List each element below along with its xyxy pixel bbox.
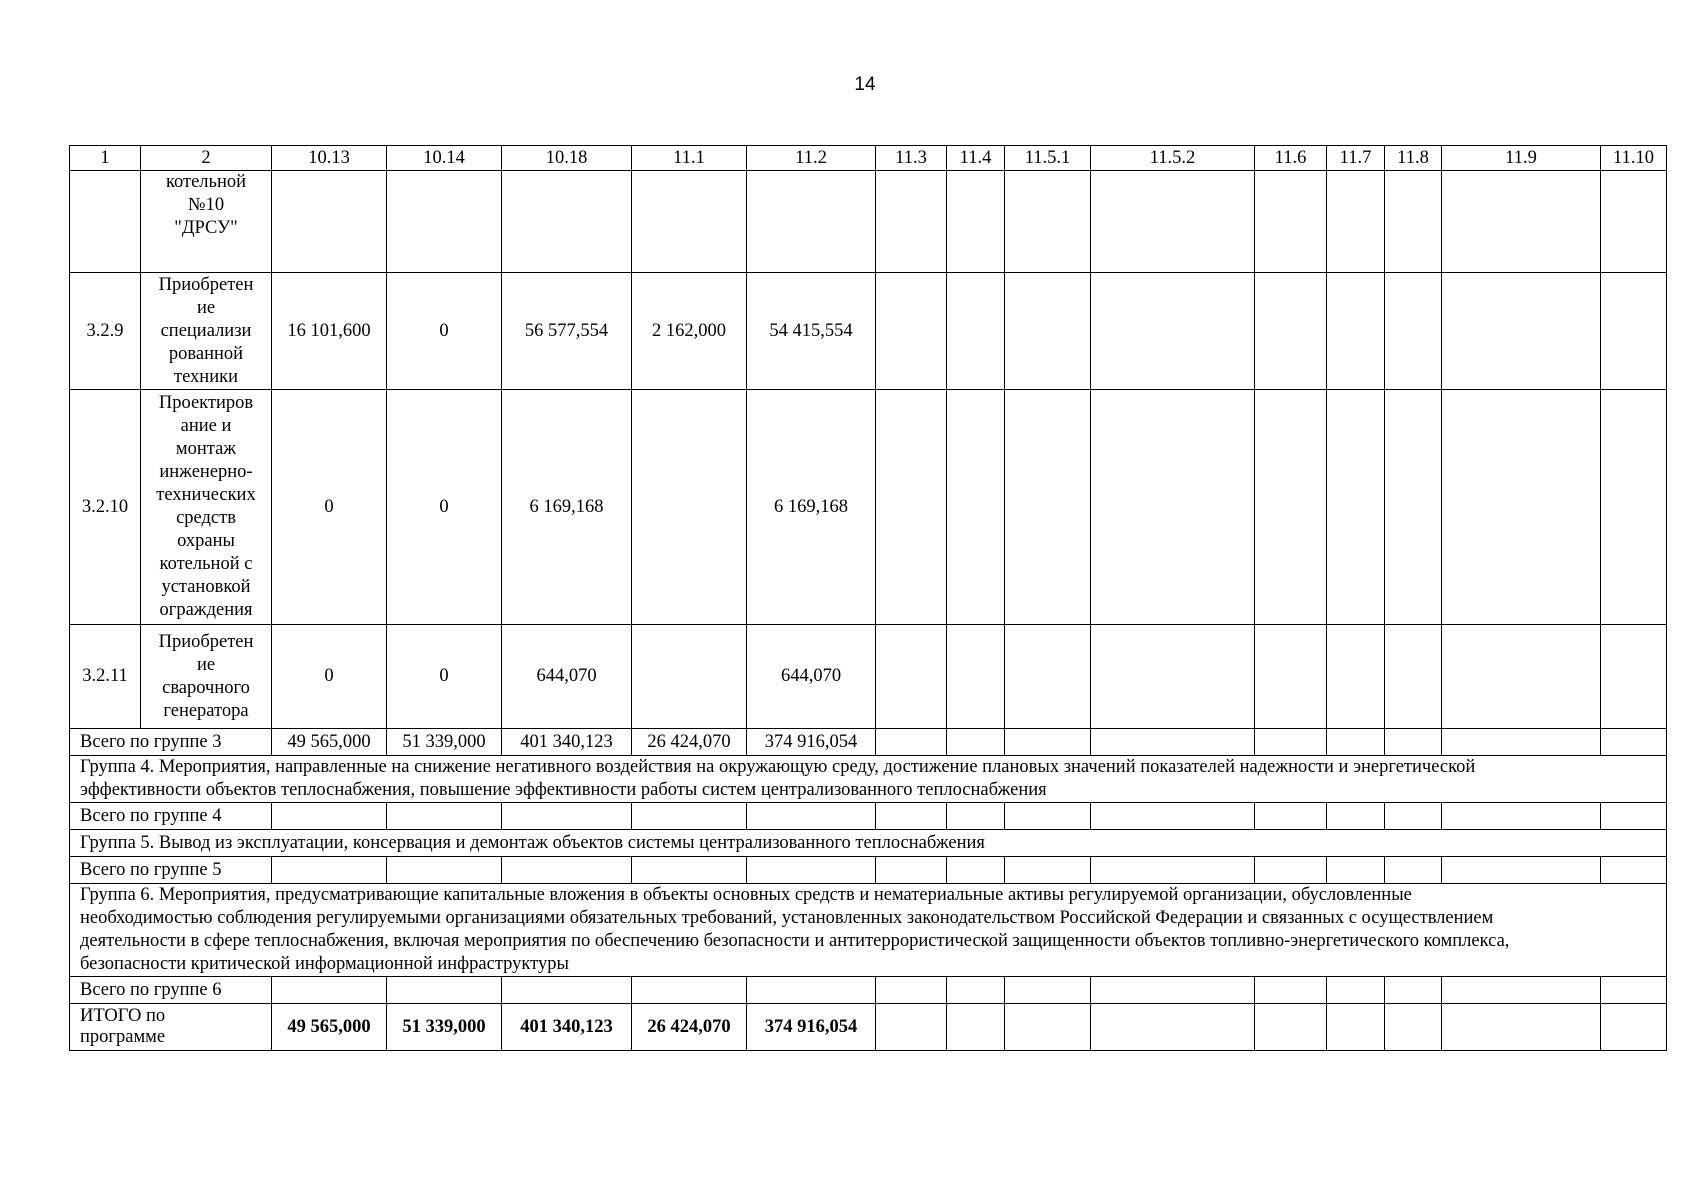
- total-label: Всего по группе 6: [70, 977, 272, 1004]
- group-4-total-row: [70, 803, 1667, 830]
- header-cell: 11.6: [1255, 146, 1327, 171]
- header-cell: 10.13: [272, 146, 387, 171]
- total-11-2: 374 916,054: [747, 729, 876, 756]
- value-10-13: 0: [272, 625, 387, 729]
- measure-name: Приобретен ие специализи рованной техники: [141, 273, 272, 390]
- measure-name: котельной №10 "ДРСУ": [141, 171, 272, 273]
- group-3-total-row: [70, 729, 1667, 756]
- group-title: Группа 5. Вывод из эксплуатации, консервация и демонтаж объектов системы централизованного теплоснабжения: [70, 830, 1667, 857]
- value-10-18: 644,070: [502, 625, 632, 729]
- header-cell: 11.9: [1442, 146, 1601, 171]
- header-cell: 11.1: [632, 146, 747, 171]
- header-cell: 11.5.2: [1091, 146, 1255, 171]
- header-cell: 11.5.1: [1005, 146, 1091, 171]
- program-total-row: [70, 1004, 1667, 1051]
- header-row: [70, 146, 1667, 171]
- total-label: Всего по группе 3: [70, 729, 272, 756]
- value-10-14: 0: [387, 390, 502, 625]
- total-10-14: 51 339,000: [387, 729, 502, 756]
- group-5-total-row: [70, 857, 1667, 884]
- header-cell: 11.7: [1327, 146, 1385, 171]
- value-10-18: 56 577,554: [502, 273, 632, 390]
- header-cell: 11.2: [747, 146, 876, 171]
- header-cell: 10.14: [387, 146, 502, 171]
- value-11-1: 2 162,000: [632, 273, 747, 390]
- value-10-14: 0: [387, 273, 502, 390]
- table-row: [70, 625, 1667, 729]
- value-10-18: 6 169,168: [502, 390, 632, 625]
- row-number: 3.2.9: [70, 273, 141, 390]
- total-label: Всего по группе 5: [70, 857, 272, 884]
- group-4-title-row: [70, 756, 1667, 803]
- value-10-14: 0: [387, 625, 502, 729]
- header-cell: 11.8: [1385, 146, 1442, 171]
- row-number: 3.2.10: [70, 390, 141, 625]
- header-cell: 11.10: [1601, 146, 1667, 171]
- group-6-total-row: [70, 977, 1667, 1004]
- row-number: 3.2.11: [70, 625, 141, 729]
- measure-name: Приобретен ие сварочного генератора: [141, 625, 272, 729]
- investment-program-table: [69, 145, 1667, 1051]
- header-cell: 2: [141, 146, 272, 171]
- value-11-2: 644,070: [747, 625, 876, 729]
- value-10-13: 0: [272, 390, 387, 625]
- header-cell: 11.3: [876, 146, 947, 171]
- group-title: Группа 4. Мероприятия, направленные на снижение негативного воздействия на окружающую среду, достижение плановых значений показателей надежности и энергетической эффективности объектов теплоснабжения, повышение эффективности работы систем централизованного теплоснабжения: [70, 756, 1667, 803]
- header-cell: 11.4: [947, 146, 1005, 171]
- total-11-1: 26 424,070: [632, 729, 747, 756]
- value-11-2: 6 169,168: [747, 390, 876, 625]
- program-total-label: ИТОГО по программе: [70, 1004, 272, 1051]
- measure-name: Проектиров ание и монтаж инженерно- технических средств охраны котельной с установкой ограждения: [141, 390, 272, 625]
- program-total-10-18: 401 340,123: [502, 1004, 632, 1051]
- page-number: 14: [854, 74, 876, 95]
- header-cell: 1: [70, 146, 141, 171]
- value-11-2: 54 415,554: [747, 273, 876, 390]
- table-row: [70, 273, 1667, 390]
- program-total-11-2: 374 916,054: [747, 1004, 876, 1051]
- header-cell: 10.18: [502, 146, 632, 171]
- group-6-title-row: [70, 884, 1667, 977]
- table-row: [70, 390, 1667, 625]
- program-total-10-14: 51 339,000: [387, 1004, 502, 1051]
- table-row: [70, 171, 1667, 273]
- total-label: Всего по группе 4: [70, 803, 272, 830]
- program-total-11-1: 26 424,070: [632, 1004, 747, 1051]
- total-10-13: 49 565,000: [272, 729, 387, 756]
- total-10-18: 401 340,123: [502, 729, 632, 756]
- row-number: [70, 171, 141, 273]
- value-11-1: [632, 390, 747, 625]
- group-title: Группа 6. Мероприятия, предусматривающие капитальные вложения в объекты основных средств и нематериальные активы регулируемой организации, обусловленные необходимостью соблюдения регулируемыми организациями обязательных требований, установленных законодательством Российской Федерации и связанных с осуществлением деятельности в сфере теплоснабжения, включая мероприятия по обеспечению безопасности и антитеррористической защищенности объектов топливно-энергетического комплекса, безопасности критической информационной инфраструктуры: [70, 884, 1667, 977]
- value-11-1: [632, 625, 747, 729]
- group-5-title-row: [70, 830, 1667, 857]
- value-10-13: 16 101,600: [272, 273, 387, 390]
- program-total-10-13: 49 565,000: [272, 1004, 387, 1051]
